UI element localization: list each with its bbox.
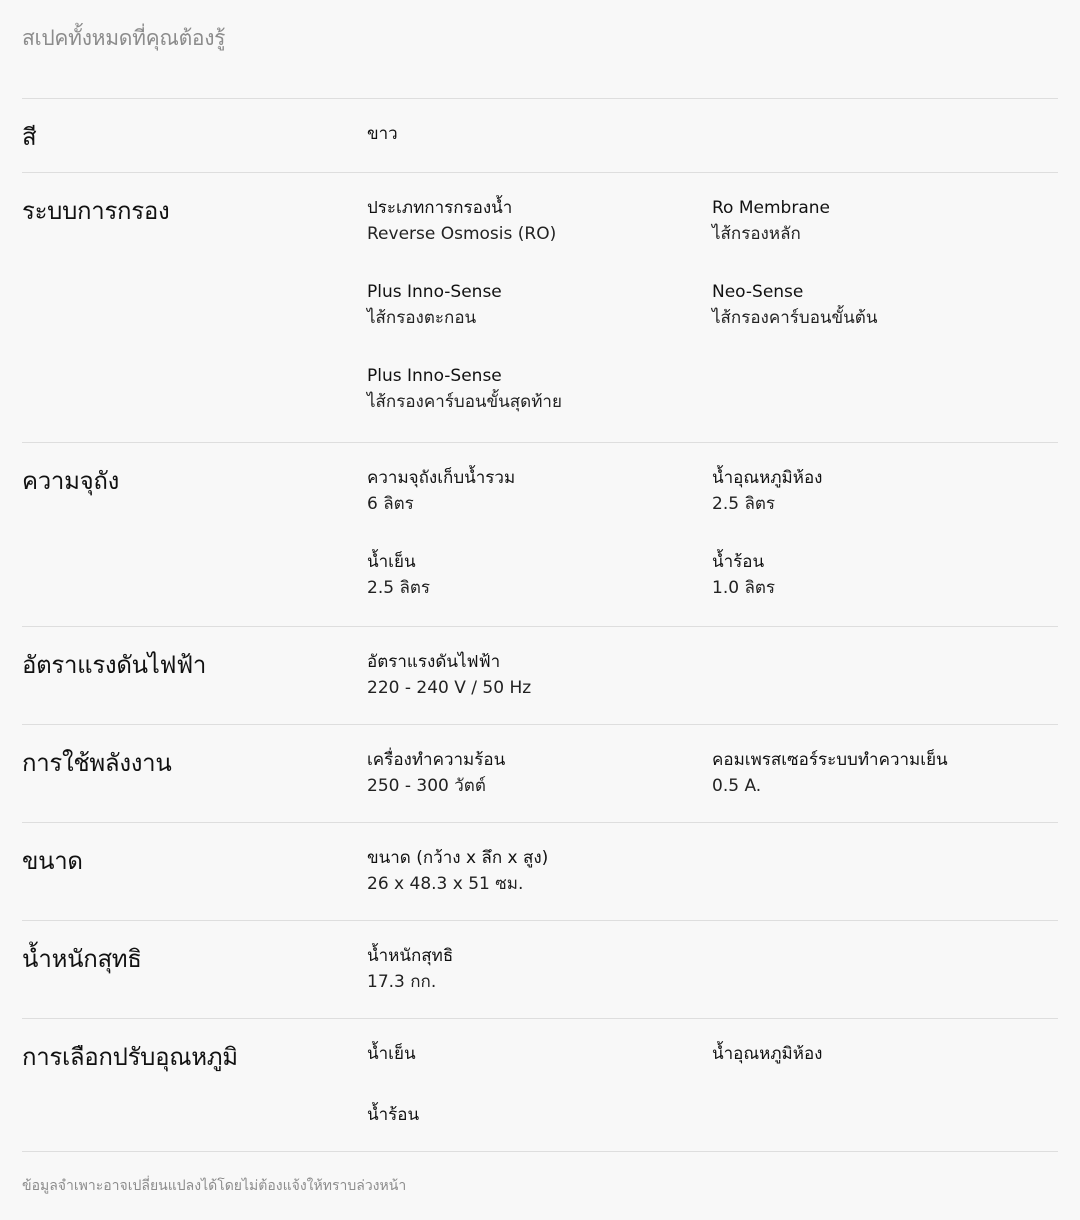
spec-row — [22, 724, 1058, 822]
spec-item-title: ขนาด (กว้าง x ลึก x สูง) — [367, 848, 549, 868]
spec-item-value: 1.0 ลิตร — [712, 578, 776, 598]
spec-row-label: ระบบการกรอง — [22, 197, 170, 225]
page-title: สเปคทั้งหมดที่คุณต้องรู้ — [22, 26, 226, 50]
spec-row-label: อัตราแรงดันไฟฟ้า — [22, 651, 207, 679]
spec-item-value: 2.5 ลิตร — [712, 494, 776, 514]
spec-row-label: การใช้พลังงาน — [22, 749, 172, 777]
spec-item-value: 250 - 300 วัตต์ — [367, 776, 486, 796]
spec-row-items — [367, 173, 1058, 442]
spec-item-value: 6 ลิตร — [367, 494, 414, 514]
spec-item-title: อัตราแรงดันไฟฟ้า — [367, 652, 501, 672]
spec-row-items — [367, 1019, 1058, 1151]
footnote: ข้อมูลจำเพาะอาจเปลี่ยนแปลงได้โดยไม่ต้องแจ้งให้ทราบล่วงหน้า — [22, 1178, 407, 1194]
spec-row-items — [367, 443, 1058, 626]
spec-item — [367, 1041, 712, 1067]
spec-item-title: คอมเพรสเซอร์ระบบทำความเย็น — [712, 750, 948, 770]
spec-row — [22, 822, 1058, 920]
spec-item — [367, 549, 712, 601]
spec-item — [367, 195, 712, 247]
spec-row — [22, 1018, 1058, 1152]
spec-item-value: 26 x 48.3 x 51 ซม. — [367, 874, 524, 894]
spec-item — [367, 279, 712, 331]
spec-item-title: ขาว — [367, 124, 398, 144]
spec-item — [367, 649, 712, 701]
spec-item-value: ไส้กรองตะกอน — [367, 308, 477, 328]
spec-item-title: น้ำเย็น — [367, 552, 416, 572]
spec-row-label: ขนาด — [22, 847, 83, 875]
spec-item-value: 17.3 กก. — [367, 972, 437, 992]
spec-row-items — [367, 627, 1058, 724]
spec-item-title: Neo-Sense — [712, 282, 804, 302]
spec-item — [367, 1102, 712, 1128]
spec-item-value: Reverse Osmosis (RO) — [367, 224, 557, 244]
spec-item-title: Plus Inno-Sense — [367, 282, 502, 302]
spec-item — [712, 549, 1058, 601]
spec-row-label: ความจุถัง — [22, 467, 120, 495]
spec-row — [22, 442, 1058, 626]
spec-row-items — [367, 725, 1058, 822]
spec-item-title: เครื่องทำความร้อน — [367, 750, 506, 770]
spec-item-value: 0.5 A. — [712, 776, 762, 796]
spec-item — [712, 279, 1058, 331]
spec-row-label: น้ำหนักสุทธิ — [22, 945, 142, 973]
spec-row-label: การเลือกปรับอุณหภูมิ — [22, 1043, 238, 1071]
spec-item-title: Plus Inno-Sense — [367, 366, 502, 386]
spec-item — [367, 465, 712, 517]
spec-row — [22, 626, 1058, 724]
spec-item-title: น้ำร้อน — [712, 552, 765, 572]
spec-item — [367, 845, 712, 897]
spec-item-value: 2.5 ลิตร — [367, 578, 431, 598]
spec-item — [367, 747, 712, 799]
spec-row-items — [367, 823, 1058, 920]
spec-item-title: น้ำหนักสุทธิ — [367, 946, 454, 966]
spec-item-title: ประเภทการกรองน้ำ — [367, 198, 513, 218]
spec-item-title: ความจุถังเก็บน้ำรวม — [367, 468, 516, 488]
spec-item — [712, 747, 1058, 799]
spec-item-title: น้ำเย็น — [367, 1044, 416, 1064]
spec-item-title: น้ำร้อน — [367, 1105, 420, 1125]
spec-item-title: Ro Membrane — [712, 198, 830, 218]
spec-item-title: น้ำอุณหภูมิห้อง — [712, 468, 823, 488]
spec-item-value: ไส้กรองหลัก — [712, 224, 801, 244]
spec-item-title: น้ำอุณหภูมิห้อง — [712, 1044, 823, 1064]
spec-item-value: ไส้กรองคาร์บอนขั้นสุดท้าย — [367, 392, 562, 412]
spec-row — [22, 920, 1058, 1018]
spec-row — [22, 98, 1058, 172]
spec-item-value: 220 - 240 V / 50 Hz — [367, 678, 532, 698]
spec-item-value: ไส้กรองคาร์บอนขั้นต้น — [712, 308, 878, 328]
spec-item — [712, 1041, 1058, 1067]
spec-item — [712, 465, 1058, 517]
spec-row — [22, 172, 1058, 442]
spec-item — [367, 363, 712, 415]
spec-table — [22, 98, 1058, 1152]
spec-item — [367, 943, 712, 995]
spec-row-items — [367, 99, 1058, 172]
spec-item — [367, 121, 712, 147]
spec-row-label: สี — [22, 123, 37, 151]
spec-row-items — [367, 921, 1058, 1018]
spec-item — [712, 195, 1058, 247]
